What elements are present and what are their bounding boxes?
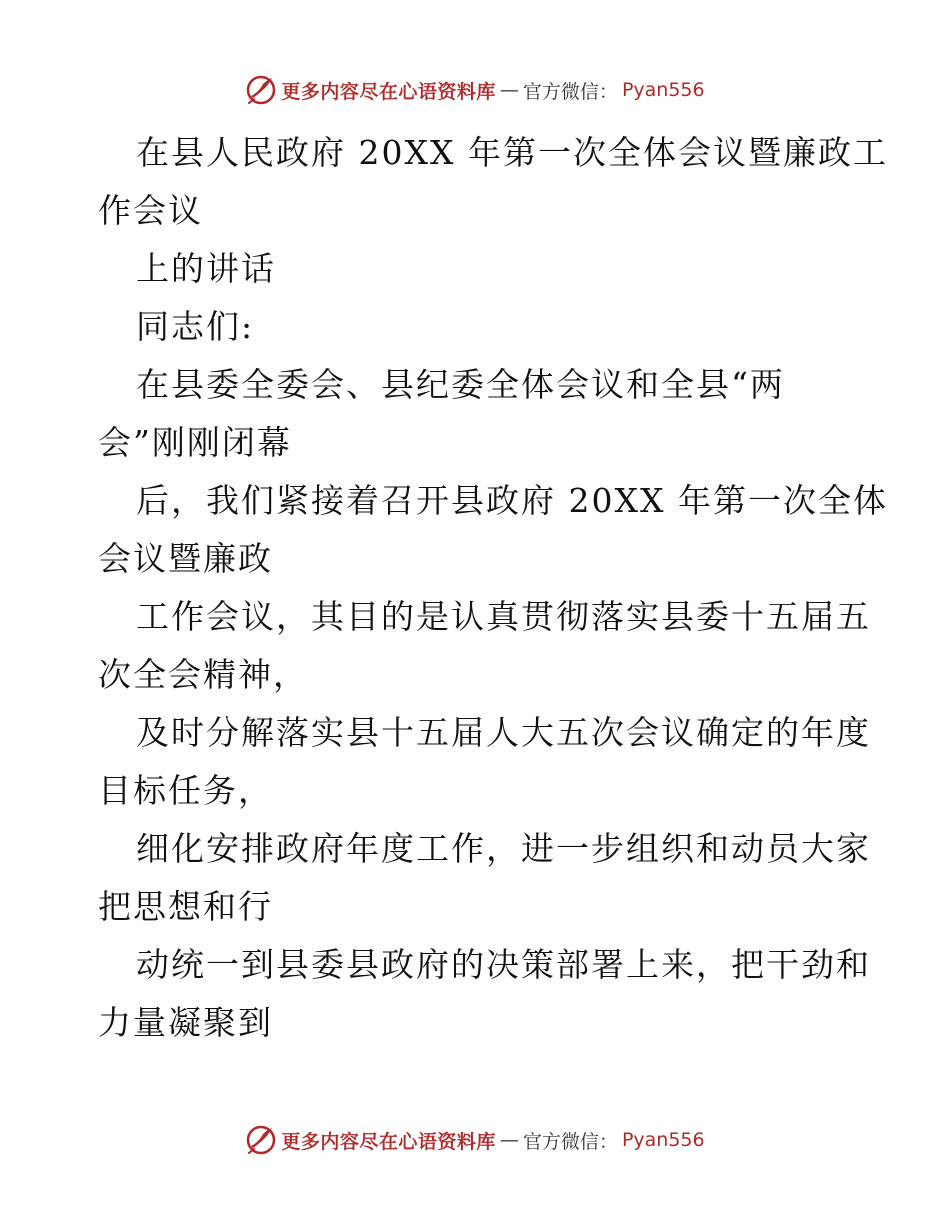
header-banner — [0, 70, 950, 110]
paragraph-line: 力量凝聚到 — [98, 1003, 273, 1042]
footer-banner — [0, 1120, 950, 1160]
header-wechat-id: Pyan556 — [621, 79, 705, 101]
title-line-3: 上的讲话 — [136, 249, 276, 288]
title-line-2: 作会议 — [98, 191, 203, 230]
footer-site-slogan: 更多内容尽在心语资料库 — [281, 1130, 496, 1153]
header-banner-content — [245, 74, 704, 106]
paragraph-line: 细化安排政府年度工作，进一步组织和动员大家 — [136, 829, 871, 868]
paragraph-line: 在县委全委会、县纪委全体会议和全县“两 — [136, 365, 785, 404]
paragraph-line: 目标任务， — [98, 771, 273, 810]
paragraph-line: 工作会议，其目的是认真贯彻落实县委十五届五 — [136, 597, 871, 636]
quill-pen-logo-icon — [245, 74, 277, 106]
paragraph-line: 动统一到县委县政府的决策部署上来，把干劲和 — [136, 945, 871, 984]
paragraph-line: 后，我们紧接着召开县政府 20XX 年第一次全体 — [136, 481, 888, 520]
title-line-1: 在县人民政府 20XX 年第一次全体会议暨廉政工 — [136, 133, 888, 172]
header-separator: — — [499, 79, 519, 101]
header-site-slogan: 更多内容尽在心语资料库 — [281, 80, 496, 103]
salutation: 同志们: — [136, 307, 255, 346]
footer-separator: — — [499, 1129, 519, 1151]
paragraph-line: 及时分解落实县十五届人大五次会议确定的年度 — [136, 713, 871, 752]
footer-wechat-id: Pyan556 — [621, 1129, 705, 1151]
paragraph-line: 次全会精神， — [98, 655, 308, 694]
paragraph-line: 会”刚刚闭幕 — [98, 423, 292, 462]
paragraph-line: 会议暨廉政 — [98, 539, 273, 578]
footer-banner-content — [245, 1124, 704, 1156]
header-wechat-label: 官方微信： — [522, 80, 618, 103]
quill-pen-logo-icon — [245, 1124, 277, 1156]
footer-wechat-label: 官方微信： — [522, 1130, 618, 1153]
paragraph-line: 把思想和行 — [98, 887, 273, 926]
document-body — [98, 124, 888, 1052]
